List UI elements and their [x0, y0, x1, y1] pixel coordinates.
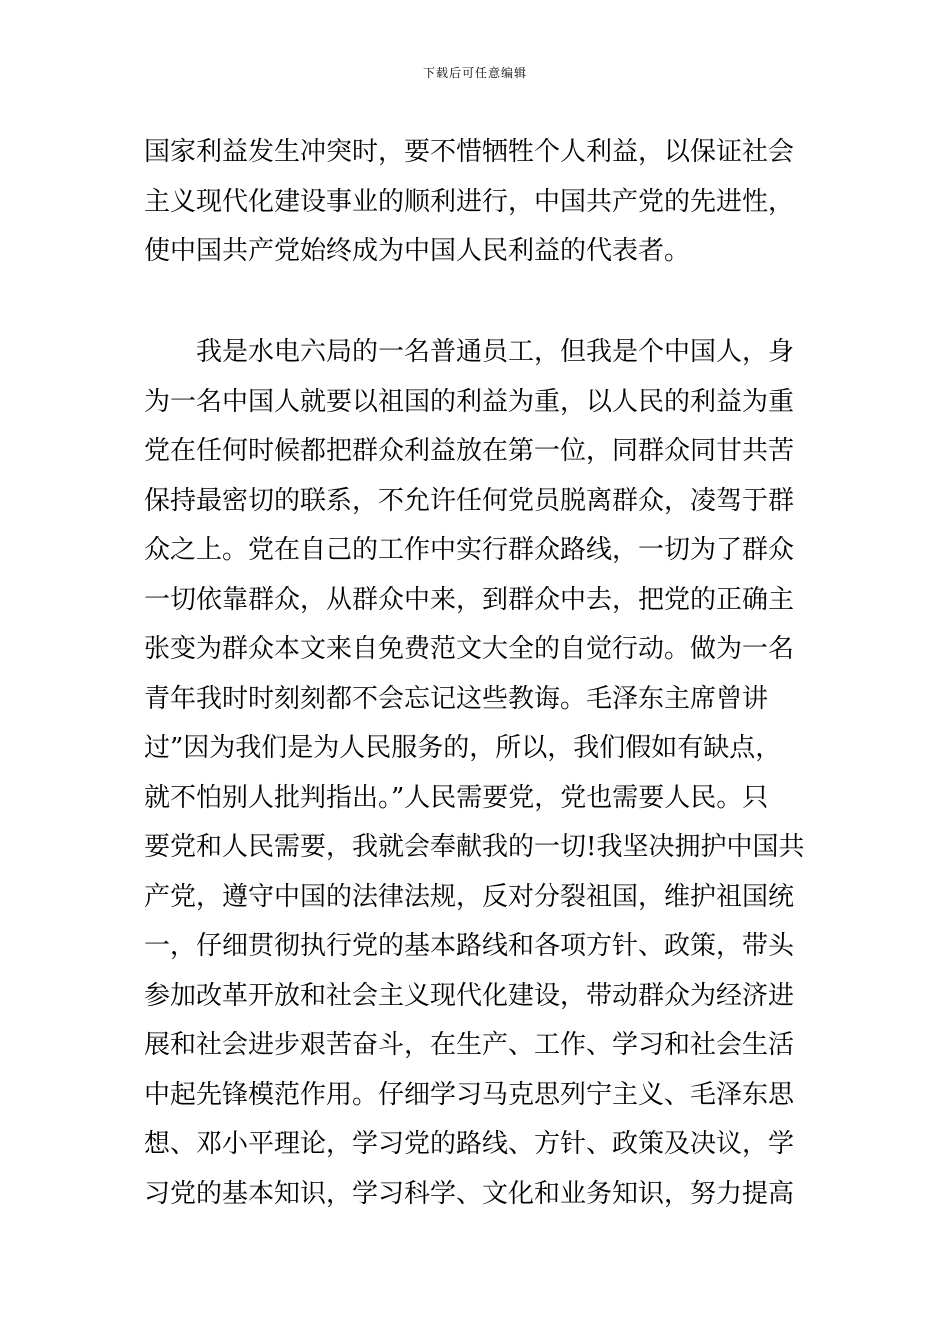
text-line: 习党的基本知识，学习科学、文化和业务知识，努力提高	[144, 1178, 795, 1209]
text-line: 想、邓小平理论，学习党的路线、方针、政策及决议，学	[144, 1129, 795, 1159]
text-line: 使中国共产党始终成为中国人民利益的代表者。	[144, 236, 691, 266]
text-line: 保持最密切的联系，不允许任何党员脱离群众，凌驾于群	[144, 485, 795, 516]
text-line: 要党和人民需要，我就会奉献我的一切!我坚决拥护中国共	[144, 832, 805, 862]
text-line: 一，仔细贯彻执行党的基本路线和各项方针、政策，带头	[144, 931, 795, 961]
text-line: 一切依靠群众，从群众中来，到群众中去，把党的正确主	[144, 584, 795, 615]
text-line: 党在任何时候都把群众利益放在第一位，同群众同甘共苦	[144, 436, 795, 466]
text-line: 我是水电六局的一名普通员工，但我是个中国人，身	[196, 337, 795, 367]
text-line: 为一名中国人就要以祖国的利益为重，以人民的利益为重	[144, 386, 795, 417]
text-line: 中起先锋模范作用。仔细学习马克思列宁主义、毛泽东思	[144, 1079, 795, 1110]
text-line: 青年我时时刻刻都不会忘记这些教诲。毛泽东主席曾讲	[144, 683, 769, 714]
paragraph	[144, 128, 806, 277]
text-line: 过”因为我们是为人民服务的，所以，我们假如有缺点，	[144, 733, 782, 763]
text-line: 众之上。党在自己的工作中实行群众路线，一切为了群众	[144, 535, 795, 565]
text-line: 主义现代化建设事业的顺利进行，中国共产党的先进性，	[144, 186, 795, 217]
text-line: 国家利益发生冲突时，要不惜牺牲个人利益，以保证社会	[144, 137, 795, 167]
text-line: 张变为群众本文来自免费范文大全的自觉行动。做为一名	[144, 634, 795, 664]
page-header: 下载后可任意编辑	[422, 66, 527, 80]
paragraph	[144, 328, 806, 1219]
text-line: 参加改革开放和社会主义现代化建设，带动群众为经济进	[144, 980, 795, 1011]
text-line: 产党，遵守中国的法律法规，反对分裂祖国，维护祖国统	[144, 881, 795, 912]
text-line: 就不怕别人批判指出。”人民需要党，党也需要人民。只	[144, 782, 769, 813]
text-line: 展和社会进步艰苦奋斗，在生产、工作、学习和社会生活	[144, 1030, 795, 1060]
